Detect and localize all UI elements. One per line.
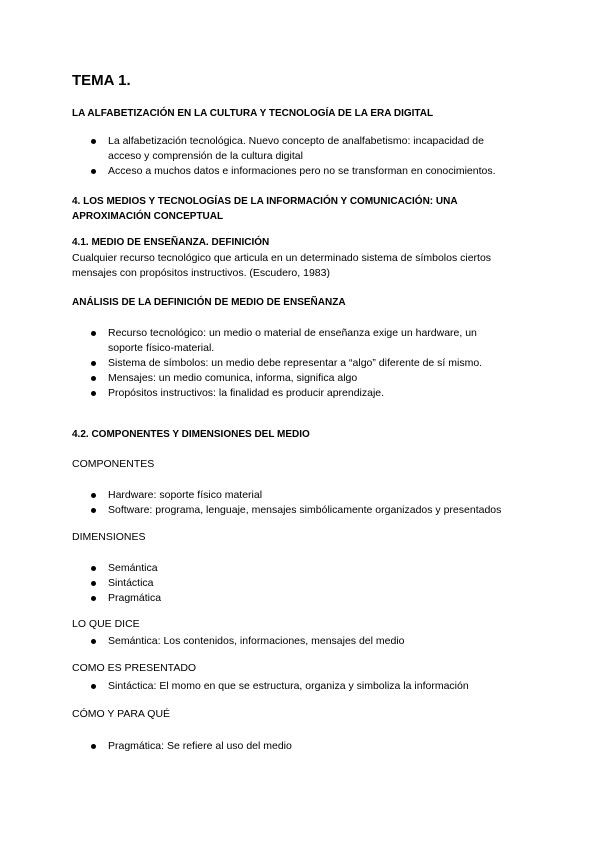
list-item: Sistema de símbolos: un medio debe representar a “algo” diferente de sí mismo. [108,357,483,369]
bullet-icon [91,596,96,601]
bullet-icon [91,744,96,749]
list-item: Software: programa, lenguaje, mensajes simbólicamente organizados y presentados [108,504,502,516]
bullet-icon [91,391,96,396]
list-item: Pragmática: Se refiere al uso del medio [108,740,292,752]
list-item-line: Recurso tecnológico: un medio o material de enseñanza exige un hardware, un [108,327,477,339]
bullet-icon [91,376,96,381]
list-item [108,134,484,164]
list-item-line: soporte físico-material. [108,342,215,354]
list-item: Sintáctica: El momo en que se estructura, organiza y simboliza la información [108,680,469,692]
bullet-icon [91,566,96,571]
bullet-icon [91,684,96,689]
section-heading-definicion: 4.1. MEDIO DE ENSEÑANZA. DEFINICIÓN [72,237,270,248]
list-item-line: La alfabetización tecnológica. Nuevo concepto de analfabetismo: incapacidad de [108,135,484,147]
subheading-lo-que-dice: LO QUE DICE [72,618,140,630]
bullet-icon [91,508,96,513]
page-title: TEMA 1. [72,72,131,89]
paragraph-line: Cualquier recurso tecnológico que articula en un determinado sistema de símbolos ciertos [72,252,492,264]
bullet-icon [91,139,96,144]
bullet-icon [91,639,96,644]
paragraph-line: mensajes con propósitos instructivos. (Escudero, 1983) [72,267,330,279]
definition-paragraph [72,251,491,281]
list-item [108,326,477,356]
bullet-icon [91,493,96,498]
list-item: Hardware: soporte físico material [108,489,263,501]
subheading-como-y-para-que: CÓMO Y PARA QUÉ [72,708,171,720]
list-item-line: acceso y comprensión de la cultura digital [108,150,303,162]
section-heading-medios [72,194,458,224]
list-item: Semántica: Los contenidos, informaciones, mensajes del medio [108,635,405,647]
bullet-icon [91,361,96,366]
subheading-componentes: COMPONENTES [72,458,155,470]
list-item: Pragmática [108,592,162,604]
list-item: Semántica [108,562,158,574]
subheading-dimensiones: DIMENSIONES [72,531,146,543]
heading-line: 4. LOS MEDIOS Y TECNOLOGÍAS DE LA INFORMACIÓN Y COMUNICACIÓN: UNA [72,196,458,207]
list-item: Acceso a muchos datos e informaciones pero no se transforman en conocimientos. [108,165,496,177]
list-item: Sintáctica [108,577,154,589]
bullet-icon [91,581,96,586]
bullet-icon [91,169,96,174]
list-item: Mensajes: un medio comunica, informa, significa algo [108,372,358,384]
section-heading-analisis: ANÁLISIS DE LA DEFINICIÓN DE MEDIO DE ENSEÑANZA [72,297,346,308]
heading-line: APROXIMACIÓN CONCEPTUAL [72,211,224,222]
subheading-como-es-presentado: COMO ES PRESENTADO [72,662,197,674]
section-heading-alfabetizacion: LA ALFABETIZACIÓN EN LA CULTURA Y TECNOLOGÍA DE LA ERA DIGITAL [72,108,434,119]
list-item: Propósitos instructivos: la finalidad es producir aprendizaje. [108,387,385,399]
bullet-icon [91,331,96,336]
section-heading-componentes: 4.2. COMPONENTES Y DIMENSIONES DEL MEDIO [72,429,310,440]
